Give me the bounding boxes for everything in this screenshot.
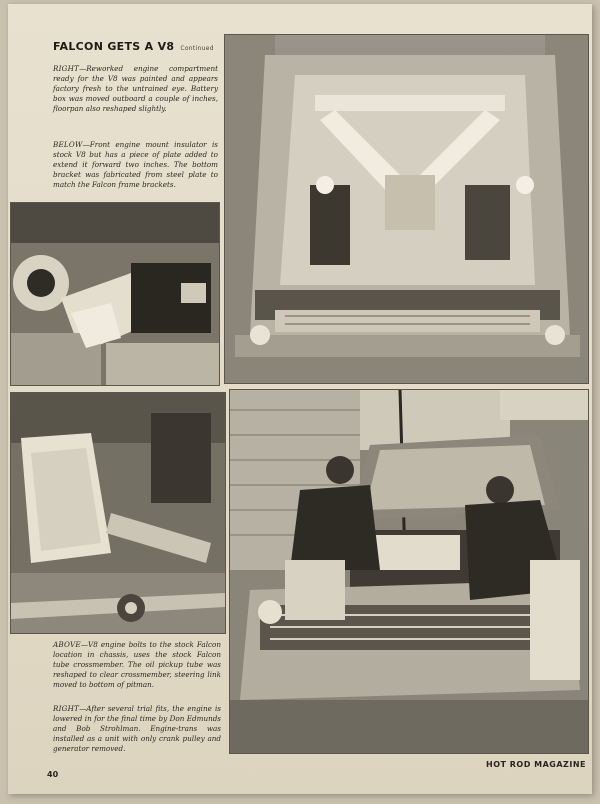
engine-mount-photo — [10, 202, 220, 386]
article-title: FALCON GETS A V8 — [53, 40, 175, 53]
caption-lead: BELOW — [53, 140, 83, 149]
caption-lead: RIGHT — [53, 64, 80, 73]
caption-text: —Reworked engine compartment ready for the V8 was painted and appears factory fresh to the untrained eye. Battery box was moved outboard a couple of inches, floorpan also reshaped slightly. — [53, 64, 218, 114]
caption-below — [53, 140, 218, 190]
caption-lead: ABOVE — [53, 640, 81, 649]
engine-installation-illustration — [230, 390, 588, 753]
caption-text: —Front engine mount insulator is stock V8 but has a piece of plate added to extend it forward two inches. The bottom bracket was fabricated from steel plate to match the Falcon frame brackets. — [53, 140, 218, 190]
engine-installation-photo — [229, 389, 589, 754]
caption-text: —V8 engine bolts to the stock Falcon location in chassis, uses the stock Falcon tube crossmember. The oil pickup tube was reshaped to clear crossmember, steering link moved to bottom of pitman. — [53, 640, 221, 690]
caption-right-top — [53, 64, 218, 114]
caption-text: —After several trial fits, the engine is lowered in for the final time by Don Edmunds and Bob Strohlman. Engine-trans was installed as a unit with only crank pulley and generator removed. — [53, 704, 221, 754]
magazine-page — [8, 4, 592, 794]
caption-above — [53, 640, 221, 690]
continued-label: Continued — [180, 45, 214, 52]
caption-right-bottom — [53, 704, 221, 754]
article-heading — [53, 40, 214, 53]
engine-mount-illustration — [11, 203, 219, 385]
engine-compartment-illustration — [225, 35, 588, 383]
caption-lead: RIGHT — [53, 704, 80, 713]
magazine-name: HOT ROD MAGAZINE — [486, 760, 586, 769]
crossmember-illustration — [11, 393, 225, 633]
page-number: 40 — [47, 770, 59, 779]
crossmember-photo — [10, 392, 226, 634]
engine-compartment-photo — [224, 34, 589, 384]
